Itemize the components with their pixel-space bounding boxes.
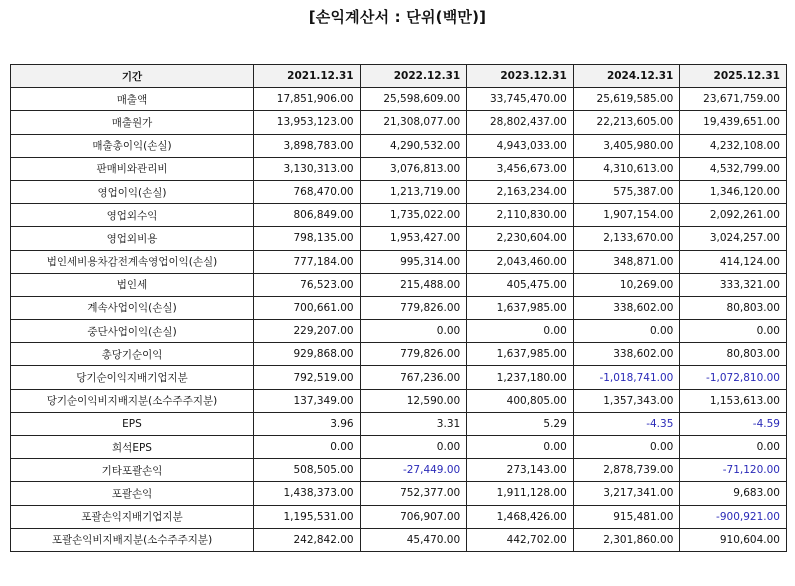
value-cell: 23,671,759.00 bbox=[680, 88, 787, 111]
header-row bbox=[11, 65, 787, 88]
value-cell: 4,943,033.00 bbox=[467, 134, 574, 157]
income-statement-table bbox=[10, 64, 787, 552]
table-row bbox=[11, 88, 787, 111]
table-row bbox=[11, 436, 787, 459]
value-cell: 4,310,613.00 bbox=[573, 157, 680, 180]
value-cell: 4,532,799.00 bbox=[680, 157, 787, 180]
value-cell: 21,308,077.00 bbox=[360, 111, 467, 134]
value-cell: 5.29 bbox=[467, 412, 574, 435]
value-cell: 3,898,783.00 bbox=[254, 134, 361, 157]
value-cell: 215,488.00 bbox=[360, 273, 467, 296]
row-label: 매출총이익(손실) bbox=[11, 134, 254, 157]
value-cell: 779,826.00 bbox=[360, 343, 467, 366]
value-cell: 798,135.00 bbox=[254, 227, 361, 250]
value-cell: 3,130,313.00 bbox=[254, 157, 361, 180]
value-cell: 1,911,128.00 bbox=[467, 482, 574, 505]
value-cell: 0.00 bbox=[467, 436, 574, 459]
table-row bbox=[11, 180, 787, 203]
value-cell: 76,523.00 bbox=[254, 273, 361, 296]
value-cell: 348,871.00 bbox=[573, 250, 680, 273]
table-row bbox=[11, 389, 787, 412]
table-row bbox=[11, 505, 787, 528]
row-label: 당기순이익지배기업지분 bbox=[11, 366, 254, 389]
value-cell: 2,301,860.00 bbox=[573, 528, 680, 551]
value-cell: 333,321.00 bbox=[680, 273, 787, 296]
value-cell: 137,349.00 bbox=[254, 389, 361, 412]
table-row bbox=[11, 111, 787, 134]
value-cell: 1,735,022.00 bbox=[360, 204, 467, 227]
value-cell: 706,907.00 bbox=[360, 505, 467, 528]
row-label: 포괄손익지배기업지분 bbox=[11, 505, 254, 528]
value-cell: 1,637,985.00 bbox=[467, 343, 574, 366]
column-header-year: 2025.12.31 bbox=[680, 65, 787, 88]
row-label: 영업외수익 bbox=[11, 204, 254, 227]
value-cell: 2,110,830.00 bbox=[467, 204, 574, 227]
row-label: 법인세비용차감전계속영업이익(손실) bbox=[11, 250, 254, 273]
table-row bbox=[11, 296, 787, 319]
value-cell: 3.31 bbox=[360, 412, 467, 435]
row-label: 당기순이익비지배지분(소수주주지분) bbox=[11, 389, 254, 412]
value-cell: 9,683.00 bbox=[680, 482, 787, 505]
value-cell: 1,153,613.00 bbox=[680, 389, 787, 412]
row-label: 영업이익(손실) bbox=[11, 180, 254, 203]
value-cell: 1,346,120.00 bbox=[680, 180, 787, 203]
value-cell: -1,072,810.00 bbox=[680, 366, 787, 389]
value-cell: 25,598,609.00 bbox=[360, 88, 467, 111]
value-cell: 777,184.00 bbox=[254, 250, 361, 273]
value-cell: 22,213,605.00 bbox=[573, 111, 680, 134]
table-row bbox=[11, 134, 787, 157]
value-cell: -1,018,741.00 bbox=[573, 366, 680, 389]
value-cell: 1,953,427.00 bbox=[360, 227, 467, 250]
value-cell: 2,092,261.00 bbox=[680, 204, 787, 227]
value-cell: 929,868.00 bbox=[254, 343, 361, 366]
value-cell: 2,133,670.00 bbox=[573, 227, 680, 250]
row-label: 영업외비용 bbox=[11, 227, 254, 250]
value-cell: 995,314.00 bbox=[360, 250, 467, 273]
column-header-year: 2023.12.31 bbox=[467, 65, 574, 88]
column-header-year: 2022.12.31 bbox=[360, 65, 467, 88]
row-label: 기타포괄손익 bbox=[11, 459, 254, 482]
value-cell: 10,269.00 bbox=[573, 273, 680, 296]
value-cell: 915,481.00 bbox=[573, 505, 680, 528]
table-row bbox=[11, 482, 787, 505]
value-cell: 2,163,234.00 bbox=[467, 180, 574, 203]
value-cell: -71,120.00 bbox=[680, 459, 787, 482]
column-header-period: 기간 bbox=[11, 65, 254, 88]
value-cell: 768,470.00 bbox=[254, 180, 361, 203]
value-cell: 2,230,604.00 bbox=[467, 227, 574, 250]
value-cell: 910,604.00 bbox=[680, 528, 787, 551]
value-cell: 0.00 bbox=[573, 436, 680, 459]
value-cell: 575,387.00 bbox=[573, 180, 680, 203]
row-label: 총당기순이익 bbox=[11, 343, 254, 366]
value-cell: 3,024,257.00 bbox=[680, 227, 787, 250]
table-row bbox=[11, 412, 787, 435]
table-body bbox=[11, 88, 787, 552]
value-cell: 19,439,651.00 bbox=[680, 111, 787, 134]
value-cell: -27,449.00 bbox=[360, 459, 467, 482]
value-cell: 3,456,673.00 bbox=[467, 157, 574, 180]
value-cell: 0.00 bbox=[360, 320, 467, 343]
value-cell: 242,842.00 bbox=[254, 528, 361, 551]
row-label: 희석EPS bbox=[11, 436, 254, 459]
row-label: 판매비와관리비 bbox=[11, 157, 254, 180]
value-cell: 752,377.00 bbox=[360, 482, 467, 505]
table-row bbox=[11, 273, 787, 296]
value-cell: 508,505.00 bbox=[254, 459, 361, 482]
value-cell: 405,475.00 bbox=[467, 273, 574, 296]
value-cell: 0.00 bbox=[467, 320, 574, 343]
table-row bbox=[11, 227, 787, 250]
row-label: 계속사업이익(손실) bbox=[11, 296, 254, 319]
column-header-year: 2024.12.31 bbox=[573, 65, 680, 88]
page-title: [손익계산서 : 단위(백만)] bbox=[308, 8, 487, 26]
value-cell: -900,921.00 bbox=[680, 505, 787, 528]
value-cell: 0.00 bbox=[254, 436, 361, 459]
value-cell: 13,953,123.00 bbox=[254, 111, 361, 134]
value-cell: 2,878,739.00 bbox=[573, 459, 680, 482]
value-cell: 0.00 bbox=[680, 436, 787, 459]
row-label: 매출액 bbox=[11, 88, 254, 111]
value-cell: 80,803.00 bbox=[680, 343, 787, 366]
value-cell: 12,590.00 bbox=[360, 389, 467, 412]
value-cell: 700,661.00 bbox=[254, 296, 361, 319]
value-cell: 0.00 bbox=[573, 320, 680, 343]
value-cell: 442,702.00 bbox=[467, 528, 574, 551]
value-cell: 25,619,585.00 bbox=[573, 88, 680, 111]
value-cell: 33,745,470.00 bbox=[467, 88, 574, 111]
value-cell: 767,236.00 bbox=[360, 366, 467, 389]
table-row bbox=[11, 528, 787, 551]
value-cell: 17,851,906.00 bbox=[254, 88, 361, 111]
value-cell: 1,907,154.00 bbox=[573, 204, 680, 227]
value-cell: 0.00 bbox=[680, 320, 787, 343]
row-label: 법인세 bbox=[11, 273, 254, 296]
value-cell: 1,195,531.00 bbox=[254, 505, 361, 528]
row-label: 포괄손익 bbox=[11, 482, 254, 505]
row-label: 매출원가 bbox=[11, 111, 254, 134]
value-cell: -4.35 bbox=[573, 412, 680, 435]
table-row bbox=[11, 250, 787, 273]
value-cell: 2,043,460.00 bbox=[467, 250, 574, 273]
value-cell: 28,802,437.00 bbox=[467, 111, 574, 134]
value-cell: 273,143.00 bbox=[467, 459, 574, 482]
table-row bbox=[11, 157, 787, 180]
value-cell: 338,602.00 bbox=[573, 343, 680, 366]
value-cell: 414,124.00 bbox=[680, 250, 787, 273]
table-row bbox=[11, 459, 787, 482]
value-cell: 338,602.00 bbox=[573, 296, 680, 319]
value-cell: 80,803.00 bbox=[680, 296, 787, 319]
value-cell: 779,826.00 bbox=[360, 296, 467, 319]
value-cell: 4,232,108.00 bbox=[680, 134, 787, 157]
table-row bbox=[11, 320, 787, 343]
value-cell: 3.96 bbox=[254, 412, 361, 435]
value-cell: 1,237,180.00 bbox=[467, 366, 574, 389]
value-cell: 1,637,985.00 bbox=[467, 296, 574, 319]
row-label: EPS bbox=[11, 412, 254, 435]
value-cell: 806,849.00 bbox=[254, 204, 361, 227]
value-cell: -4.59 bbox=[680, 412, 787, 435]
value-cell: 3,076,813.00 bbox=[360, 157, 467, 180]
column-header-year: 2021.12.31 bbox=[254, 65, 361, 88]
value-cell: 3,405,980.00 bbox=[573, 134, 680, 157]
row-label: 포괄손익비지배지분(소수주주지분) bbox=[11, 528, 254, 551]
value-cell: 45,470.00 bbox=[360, 528, 467, 551]
table-row bbox=[11, 343, 787, 366]
value-cell: 3,217,341.00 bbox=[573, 482, 680, 505]
value-cell: 1,357,343.00 bbox=[573, 389, 680, 412]
value-cell: 0.00 bbox=[360, 436, 467, 459]
value-cell: 1,468,426.00 bbox=[467, 505, 574, 528]
value-cell: 792,519.00 bbox=[254, 366, 361, 389]
value-cell: 1,438,373.00 bbox=[254, 482, 361, 505]
value-cell: 1,213,719.00 bbox=[360, 180, 467, 203]
table-row bbox=[11, 366, 787, 389]
value-cell: 229,207.00 bbox=[254, 320, 361, 343]
table-row bbox=[11, 204, 787, 227]
value-cell: 400,805.00 bbox=[467, 389, 574, 412]
value-cell: 4,290,532.00 bbox=[360, 134, 467, 157]
row-label: 중단사업이익(손실) bbox=[11, 320, 254, 343]
